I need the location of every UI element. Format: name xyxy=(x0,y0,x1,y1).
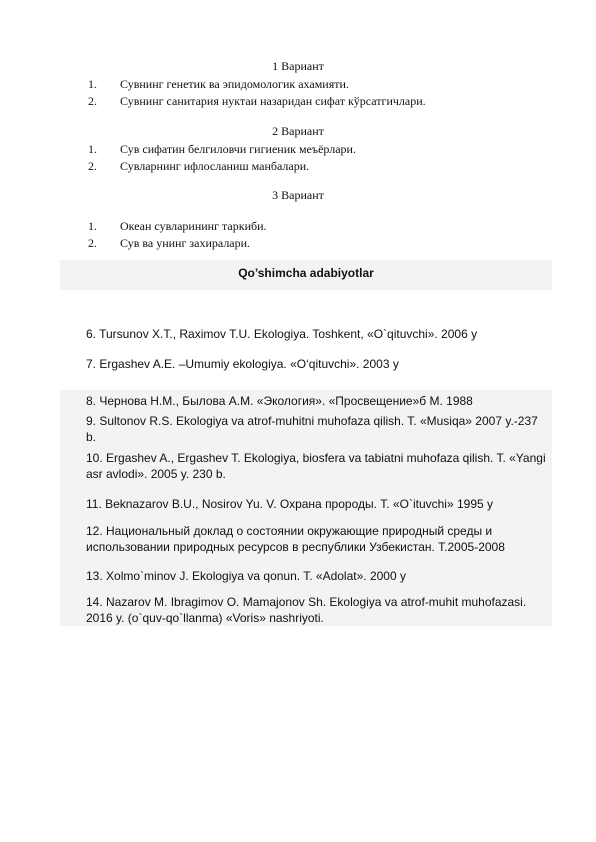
item-text: Сув ва унинг захиралари. xyxy=(120,236,251,250)
variant-2-title: 2 Вариант xyxy=(272,124,324,138)
reference-item-6: 6. Tursunov X.T., Raximov T.U. Ekologiya. Toshkent, «O`qituvchi». 2006 y xyxy=(86,327,478,341)
item-number: 1. xyxy=(88,219,97,233)
reference-item-12: 12. Национальный доклад о состоянии окружающие природный среды и использовании природных ресурсов в республики Узбекистан. Т.2005-2008 xyxy=(86,524,505,554)
item-text: Океан сувларининг таркиби. xyxy=(120,219,267,233)
reference-item-10: 10. Ergashev A., Ergashev T. Ekologiya, biosfera va tabiatni muhofaza qilish. T. «Yangi asr avlodi». 2005 y. 230 b. xyxy=(86,451,546,481)
item-text: Сув сифатин белгиловчи гигиеник меъёрлари. xyxy=(120,142,356,156)
item-text: Сувнинг генетик ва эпидомологик ахамияти. xyxy=(120,77,349,91)
item-number: 2. xyxy=(88,94,97,108)
item-number: 2. xyxy=(88,236,97,250)
reference-item-8: 8. Чернова Н.М., Былова А.М. «Экология». «Просвещение»б М. 1988 xyxy=(86,394,473,408)
reference-item-11: 11. Beknazarov B.U., Nosirov Yu. V. Охрана пророды. T. «O`ituvchi» 1995 y xyxy=(86,497,494,511)
item-number: 1. xyxy=(88,142,97,156)
item-text: Сувларнинг ифлосланиш манбалари. xyxy=(120,159,310,173)
reference-item-7: 7. Ergashev A.E. –Umumiy ekologiya. «O‘qituvchi». 2003 y xyxy=(86,357,399,371)
variant-1-title: 1 Вариант xyxy=(272,59,324,73)
references-title: Qo’shimcha adabiyotlar xyxy=(238,266,374,280)
reference-item-14: 14. Nazarov M. Ibragimov O. Mamajonov Sh. Ekologiya va atrof-muhit muhofazasi. 2016 y. (o`quv-qo`llanma) «Voris» nashriyoti. xyxy=(86,595,527,625)
variant-3-title: 3 Вариант xyxy=(272,188,324,202)
item-number: 2. xyxy=(88,159,97,173)
reference-item-13: 13. Xolmo`minov J. Ekologiya va qonun. T. «Adolat». 2000 y xyxy=(86,569,406,583)
reference-item-9: 9. Sultonov R.S. Ekologiya va atrof-muhitni muhofaza qilish. T. «Musiqa» 2007 y.-237 b. xyxy=(86,414,538,444)
item-number: 1. xyxy=(88,77,97,91)
item-text: Сувнинг санитария нуктаи назаридан сифат кўрсатгичлари. xyxy=(120,94,426,108)
